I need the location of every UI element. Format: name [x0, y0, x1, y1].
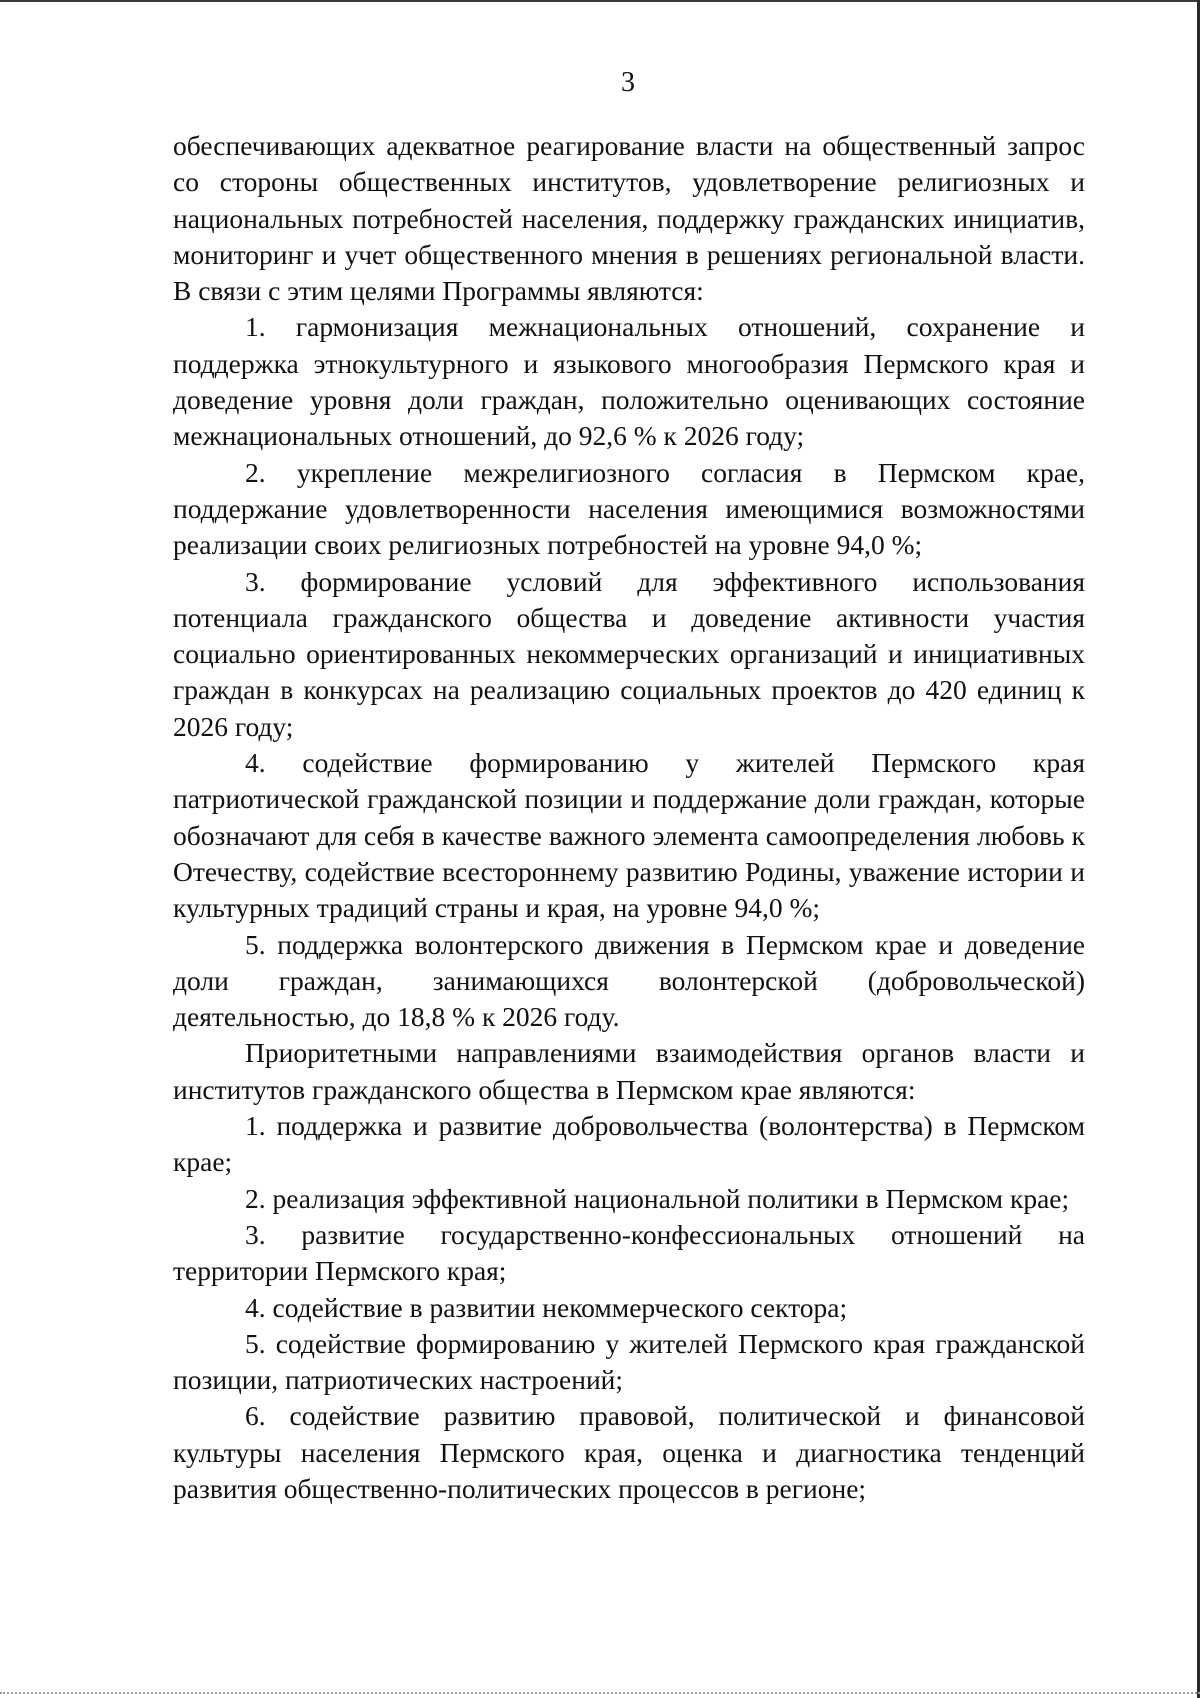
priority-item-1: 1. поддержка и развитие добровольчества (волонтерства) в Пермском крае; — [173, 1110, 1085, 1178]
priority-item-2: 2. реализация эффективной национальной политики в Пермском крае; — [245, 1182, 1070, 1214]
document-body — [173, 128, 1085, 1507]
goal-item-5: 5. поддержка волонтерского движения в Пермском крае и доведение доли граждан, занимающихся волонтерской (добровольческой) деятельностью, до 18,8 % к 2026 году. — [173, 928, 1085, 1033]
priorities-heading-paragraph: Приоритетными направлениями взаимодействия органов власти и институтов гражданского общества в Пермском крае являются: — [173, 1037, 1085, 1105]
page-number: 3 — [621, 67, 635, 98]
priority-item-4: 4. содействие в развитии некоммерческого сектора; — [245, 1291, 848, 1323]
scan-bottom-edge — [0, 1692, 1200, 1694]
goal-item-4: 4. содействие формированию у жителей Пермского края патриотической гражданской позиции и поддержание доли граждан, которые обозначают для себя в качестве важного элемента самоопределения любовь к Отечеству, содействие всестороннему развитию Родины, уважение истории и культурных традиций страны и края, на уровне 94,0 %; — [173, 747, 1085, 924]
priority-item-5: 5. содействие формированию у жителей Пермского края гражданской позиции, патриотических настроений; — [173, 1327, 1085, 1396]
paragraph-intro-continuation: обеспечивающих адекватное реагирование власти на общественный запрос со стороны общественных институтов, удовлетворение религиозных и национальных потребностей населения, поддержку гражданских инициатив, мониторинг и учет общественного мнения в решениях региональной власти. В связи с этим целями Программы являются: — [173, 130, 1085, 307]
goal-item-1: 1. гармонизация межнациональных отношений, сохранение и поддержка этнокультурного и языкового многообразия Пермского края и доведение уровня доли граждан, положительно оценивающих состояние межнациональных отношений, до 92,6 % к 2026 году; — [173, 311, 1085, 452]
scan-top-edge — [0, 0, 1200, 2]
goal-item-3: 3. формирование условий для эффективного использования потенциала гражданского общества и доведение активности участия социально ориентированных некоммерческих организаций и инициативных граждан в конкурсах на реализацию социальных проектов до 420 единиц к 2026 году; — [173, 565, 1085, 742]
priority-item-6: 6. содействие развитию правовой, политической и финансовой культуры населения Пермского края, оценка и диагностика тенденций развития общественно-политических процессов в регионе; — [173, 1400, 1085, 1504]
goal-item-2: 2. укрепление межрелигиозного согласия в Пермском крае, поддержание удовлетворенности населения имеющимися возможностями реализации своих религиозных потребностей на уровне 94,0 %; — [173, 456, 1085, 561]
priority-item-3: 3. развитие государственно-конфессиональных отношений на территории Пермского края; — [173, 1218, 1085, 1287]
